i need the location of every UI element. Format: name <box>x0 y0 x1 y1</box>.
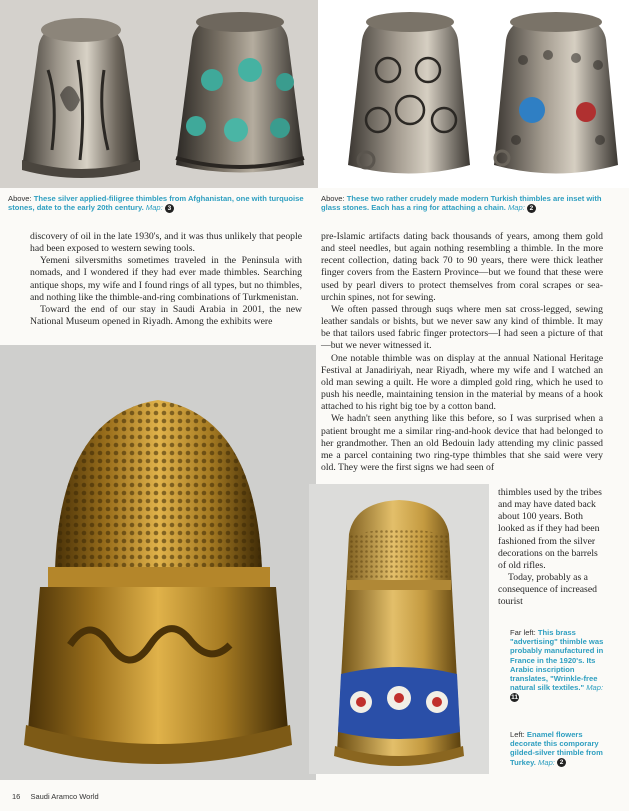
article-column-narrow <box>498 487 603 609</box>
paragraph: thimbles used by the tribes and may have dated back about 100 years. Both looked as if they had been fashioned from the silver decorations on the barrels of old rifles. <box>498 487 602 571</box>
caption-lead: Far left: <box>510 628 536 637</box>
caption-enamel-thimble <box>510 730 614 767</box>
caption-turkish-thimbles <box>321 194 623 213</box>
paragraph: Today, probably as a consequence of increased tourist <box>498 572 597 608</box>
page-footer <box>12 792 99 801</box>
caption-lead: Above: <box>8 194 32 203</box>
map-label: Map: <box>586 683 604 693</box>
paragraph: pre-Islamic artifacts dating back thousands of years, among them gold and steel needles, but again nothing resembling a thimble. In the more recent collection, dating back 70 to 90 years, there were thick leather finger covers from the Eastern Province—but we found that these were used by pearl divers to protect themselves from coral scrapes or sea-urchin spines, not for sewing. <box>321 231 603 303</box>
caption-text: Enamel flowers decorate this comporary gilded-silver thimble from Turkey. <box>510 730 603 767</box>
page-number: 16 <box>12 792 21 801</box>
caption-text: These silver applied-filigree thimbles from Afghanistan, one with turquoise stones, date to the early 20th century. <box>8 194 304 213</box>
caption-lead: Left: <box>510 730 525 739</box>
enamel-thimble-illustration <box>309 484 489 774</box>
paragraph: Yemeni silversmiths sometimes traveled in the Peninsula with nomads, and I wondered if they had ever made thimbles. Searching antique shops, my wife and I found rings of all types, but no thimbles, and nothing like the thimble-and-ring combinations of Turkmenistan. <box>30 255 302 303</box>
caption-text: These two rather crudely made modern Turkish thimbles are inset with glass stones. Each has a ring for attaching a chain. <box>321 194 602 213</box>
photo-afghan-thimbles <box>0 0 318 188</box>
photo-brass-advertising-thimble <box>0 345 316 780</box>
article-column-right <box>321 231 603 474</box>
map-number-badge: 2 <box>527 204 536 213</box>
map-label: Map: <box>507 203 525 213</box>
paragraph: We often passed through suqs where men sat cross-legged, sewing leather sandals or bishts, but we never saw any kind of thimble. It may be that tailors used fabric finger protectors—I had seen a picture of that—but we never witnessed it. <box>321 303 603 352</box>
map-number-badge: 2 <box>557 758 566 767</box>
map-number-badge: 3 <box>165 204 174 213</box>
caption-brass-thimble <box>510 628 614 702</box>
map-label: Map: <box>538 757 555 767</box>
caption-afghan-thimbles <box>8 194 308 213</box>
article-column-left <box>30 231 302 328</box>
map-label: Map: <box>145 203 163 213</box>
paragraph: One notable thimble was on display at the annual National Heritage Festival at Janadiriyah, near Riyadh, where my wife and I watched an old man sewing a quilt. He wore a dimpled gold ring, which he used to push his needle, maintaining tension in the material by means of a hook attached to his right big toe by a cotton band. <box>321 352 603 413</box>
photo-turkish-thimbles <box>318 0 629 188</box>
paragraph: Toward the end of our stay in Saudi Arabia in 2001, the new National Museum opened in Riyadh. Among the exhibits were <box>30 303 302 328</box>
caption-lead: Above: <box>321 194 345 203</box>
map-number-badge: 11 <box>511 693 518 701</box>
turkish-thimbles-illustration <box>318 0 629 188</box>
paragraph: discovery of oil in the late 1930's, and it was thus unlikely that people had been exposed to western sewing tools. <box>30 231 302 255</box>
publication-name: Saudi Aramco World <box>30 792 99 801</box>
paragraph: We hadn't seen anything like this before, so I was surprised when a patient brought me a similar ring-and-hook device that had belonged to her grandmother. Then an old Bedouin lady attending my clinic passed me a parcel containing two ring-type thimbles that she said were very old. They were the first signs we had seen of <box>321 413 603 473</box>
caption-text: This brass "advertising" thimble was probably manufactured in France in the 1920's. Its Arabic inscription translates, "Wrinkle-free natural silk textiles." <box>510 628 604 693</box>
brass-thimble-illustration <box>0 345 316 780</box>
afghan-thimbles-illustration <box>0 0 318 188</box>
photo-enamel-thimble <box>309 484 489 774</box>
